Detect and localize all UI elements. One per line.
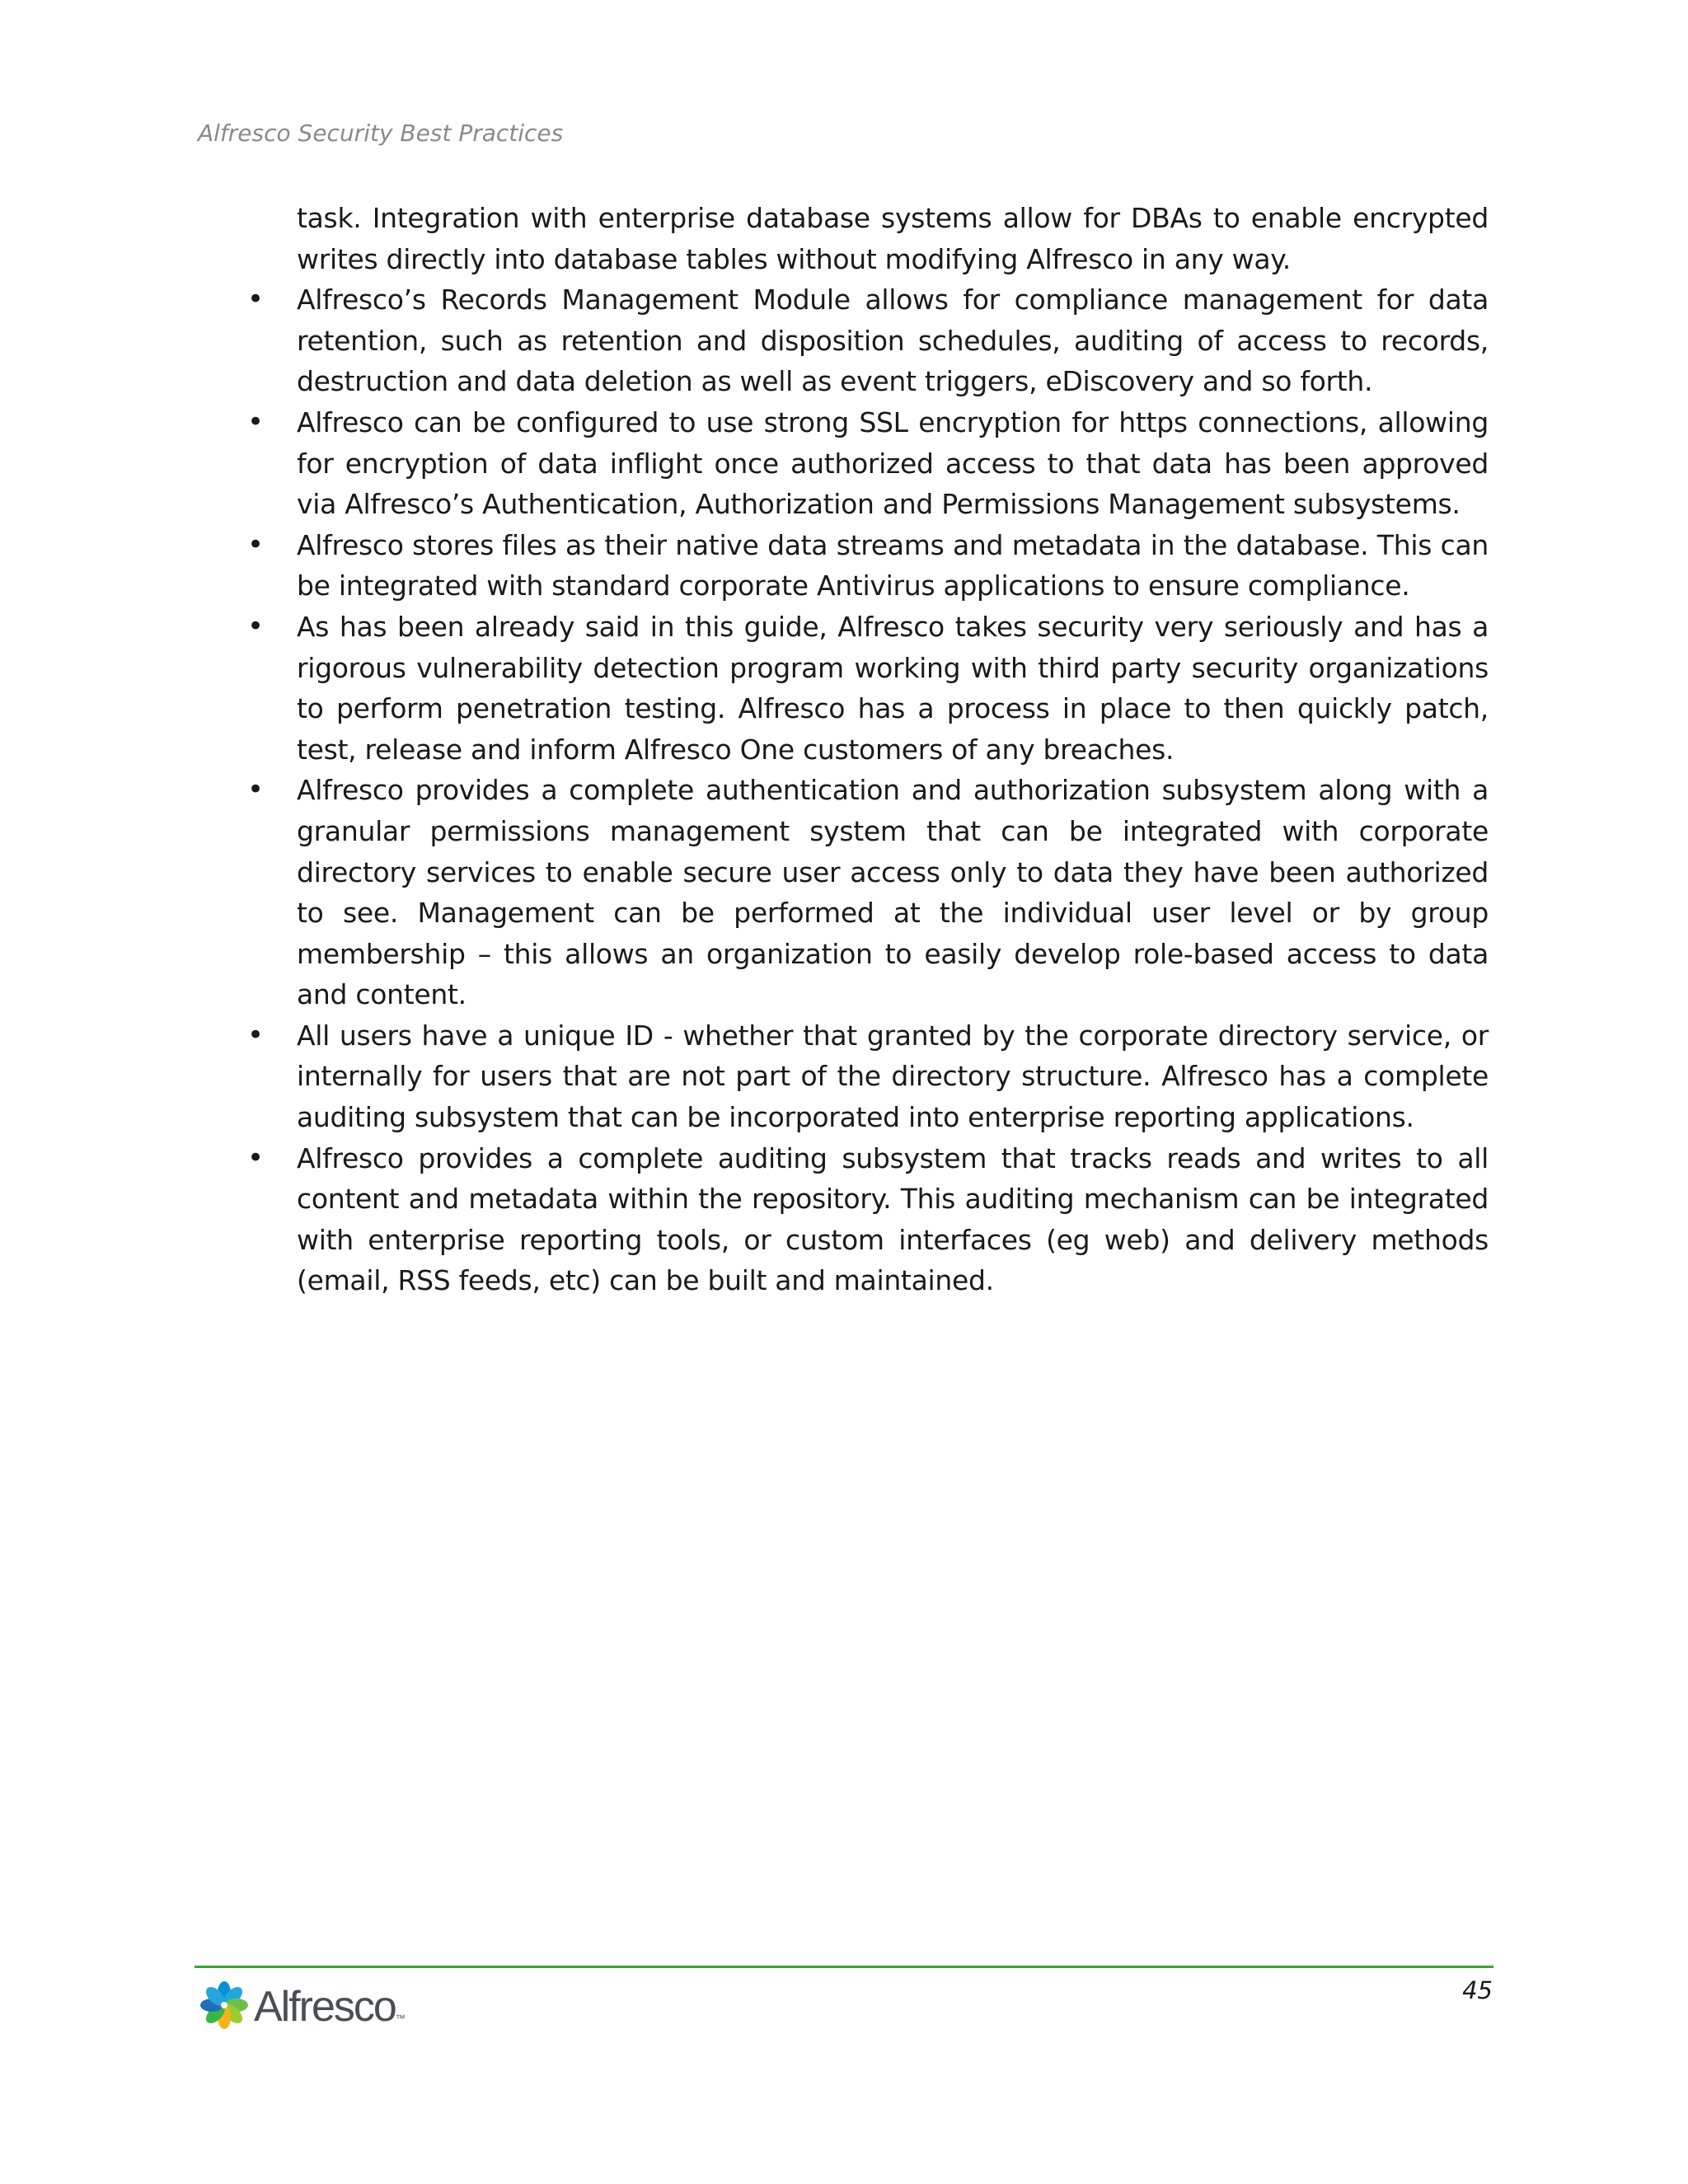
bullet-marker: •	[247, 609, 264, 643]
bullet-marker: •	[247, 405, 264, 438]
bullet-list	[247, 279, 1489, 1301]
bullet-marker: •	[247, 527, 264, 561]
list-item	[247, 607, 1489, 770]
footer-divider	[195, 1966, 1493, 1968]
list-item-text: Alfresco can be configured to use strong SSL encryption for https connections, allowing for encryption of data inflight once authorized access to that data has been approved via Alfresco’s Authentication, Authorization and Permissions Management subsystems.	[297, 405, 1489, 521]
list-item	[247, 1015, 1489, 1138]
alfresco-flower-icon	[198, 1979, 251, 2036]
bullet-marker: •	[247, 773, 264, 807]
list-item	[247, 1138, 1489, 1301]
running-header: Alfresco Security Best Practices	[198, 120, 564, 147]
list-item	[247, 770, 1489, 1015]
continuation-paragraph: task. Integration with enterprise database systems allow for DBAs to enable encrypted writes directly into database tables without modifying Alfresco in any way.	[297, 202, 1489, 275]
logo-wordmark: Alfresco	[254, 1983, 396, 2031]
bullet-marker: •	[247, 283, 264, 316]
bullet-marker: •	[247, 1018, 264, 1052]
logo-trademark: ™	[395, 2013, 406, 2024]
list-item	[247, 279, 1489, 402]
list-item-text: Alfresco provides a complete authentication and authorization subsystem along with a granular permissions management system that can be integrated with corporate directory services to enable secure user access only to data they have been authorized to see. Management can be performed at the individual user level or by group membership – this allows an organization to easily develop role-based access to data and content.	[297, 774, 1489, 1011]
page-body	[247, 198, 1489, 1301]
alfresco-logo	[198, 1978, 406, 2036]
list-item	[247, 402, 1489, 525]
list-item-text: Alfresco’s Records Management Module allows for compliance management for data retention, such as retention and disposition schedules, auditing of access to records, destruction and data deletion as well as event triggers, eDiscovery and so forth.	[297, 284, 1489, 398]
list-item-text: Alfresco provides a complete auditing subsystem that tracks reads and writes to all content and metadata within the repository. This auditing mechanism can be integrated with enterprise reporting tools, or custom interfaces (eg web) and delivery methods (email, RSS feeds, etc) can be built and maintained.	[297, 1141, 1489, 1297]
list-item-text: Alfresco stores files as their native data streams and metadata in the database. This can be integrated with standard corporate Antivirus applications to ensure compliance.	[297, 528, 1489, 602]
list-item-text: All users have a unique ID - whether that granted by the corporate directory service, or internally for users that are not part of the directory structure. Alfresco has a complete auditing subsystem that can be incorporated into enterprise reporting applications.	[297, 1019, 1489, 1134]
page-number: 45	[1462, 1976, 1493, 2004]
list-item-text: As has been already said in this guide, Alfresco takes security very seriously and has a rigorous vulnerability detection program working with third party security organizations to perform penetration testing. Alfresco has a process in place to then quickly patch, test, release and inform Alfresco One customers of any breaches.	[297, 610, 1489, 766]
bullet-marker: •	[247, 1141, 264, 1174]
list-item	[247, 525, 1489, 607]
